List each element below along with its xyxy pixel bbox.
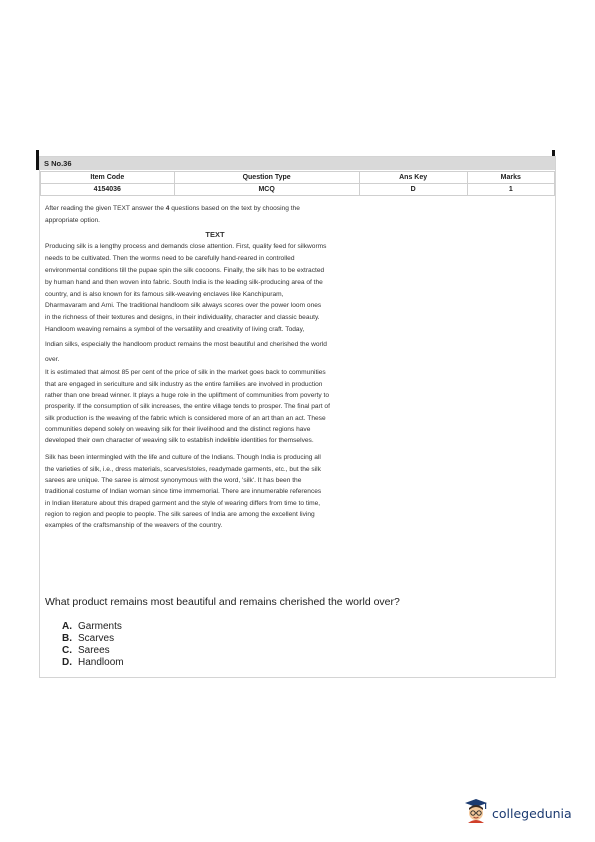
p1-line: by human hand and then woven into fabric. South India is the leading silk-producing area of the <box>45 278 323 286</box>
brand-logo[interactable] <box>464 798 572 829</box>
p2-line: that are engaged in sericulture and silk industry as the entire families are involved in production <box>45 380 323 388</box>
question-card <box>39 156 556 678</box>
instructions-count: 4 <box>165 205 170 212</box>
header-item-code: Item Code <box>41 172 175 184</box>
p2-line: developed their own character of weaving silk to establish indelible identities for themselves. <box>45 437 314 445</box>
item-code-value: 4154036 <box>41 184 175 196</box>
serial-number: S No.36 <box>40 157 555 170</box>
paragraph-1 <box>45 241 385 365</box>
p3-line: examples of the craftsmanship of the weavers of the country. <box>45 522 223 530</box>
p1-line: environmental conditions till the pupae spin the silk cocoons. Finally, the silk has to be extracted <box>45 266 325 274</box>
p1-line: needs to be cultivated. Then the worms need to be carefully hand-reared in controlled <box>45 255 295 263</box>
option-text: Garments <box>78 621 122 632</box>
p2-line: silk production is the weaving of the fabric which is considered more of an art than an act. These <box>45 414 326 422</box>
option-letter: C. <box>62 645 72 656</box>
option-text: Scarves <box>78 633 115 644</box>
header-ans-key: Ans Key <box>359 172 467 184</box>
p1-line: country, and is also known for its famous silk-weaving enclaves like Kanchipuram, <box>45 290 284 298</box>
option-letter: D. <box>62 657 72 668</box>
p2-line: communities depend solely on weaving silk for their livelihood and the distinct regions have <box>45 425 311 433</box>
passage <box>45 203 385 532</box>
option-c[interactable] <box>62 645 124 657</box>
instructions-text-3: appropriate option. <box>45 216 100 224</box>
question-text: What product remains most beautiful and remains cherished the world over? <box>45 596 400 608</box>
marks-value: 1 <box>467 184 554 196</box>
option-letter: B. <box>62 633 72 644</box>
p1-line: over. <box>45 355 60 363</box>
p1-line: Dharmavaram and Arni. The traditional handloom silk always scores over the power loom ones <box>45 302 322 310</box>
p2-line: rather than one bread winner. It plays a huge role in the upliftment of communities from poverty to <box>45 391 330 399</box>
paragraph-3 <box>45 452 385 531</box>
p3-line: Silk has been intermingled with the life and culture of the Indians. Though India is producing all <box>45 454 321 462</box>
option-a[interactable] <box>62 621 124 633</box>
p2-line: It is estimated that almost 85 per cent of the price of silk in the market goes back to communities <box>45 369 326 377</box>
instructions-text: After reading the given TEXT answer the <box>45 205 166 212</box>
option-letter: A. <box>62 621 72 632</box>
p3-line: the varieties of silk, i.e., dress materials, scarves/stoles, readymade garments, etc., but the silk <box>45 465 321 473</box>
instructions <box>45 203 385 227</box>
paragraph-2 <box>45 367 385 446</box>
graduate-mascot-icon <box>464 798 488 829</box>
p3-line: in Indian literature about this draped garment and the style of wearing differs from time to time, <box>45 499 321 507</box>
p2-line: prosperity. If the consumption of silk increases, the entire village tends to prosper. The final part of <box>45 403 330 411</box>
p1-line: Indian silks, especially the handloom product remains the most beautiful and cherished the world <box>45 340 327 348</box>
brand-name: collegedunia <box>492 806 572 821</box>
p3-line: sarees are unique. The saree is almost synonymous with the word, 'silk'. It has been the <box>45 477 302 485</box>
meta-table <box>40 171 555 196</box>
instructions-text-2: questions based on the text by choosing the <box>169 205 300 212</box>
p1-line: in the richness of their textures and designs, in their individuality, character and classic beauty. <box>45 314 320 322</box>
header-marks: Marks <box>467 172 554 184</box>
options-list <box>62 621 124 669</box>
header-question-type: Question Type <box>174 172 359 184</box>
p1-line: Handloom weaving remains a symbol of the versatility and creativity of living craft. Today, <box>45 325 305 333</box>
option-text: Sarees <box>78 645 110 656</box>
p3-line: region to region and people to people. The silk sarees of India are among the excellent living <box>45 510 315 518</box>
question-type-value: MCQ <box>174 184 359 196</box>
ans-key-value: D <box>359 184 467 196</box>
meta-value-row <box>41 184 555 196</box>
option-d[interactable] <box>62 657 124 669</box>
text-label: TEXT <box>205 229 225 239</box>
p1-line: Producing silk is a lengthy process and demands close attention. First, quality feed for silkworms <box>45 243 327 251</box>
meta-header-row <box>41 172 555 184</box>
option-text: Handloom <box>78 657 124 668</box>
p3-line: traditional costume of Indian woman since time immemorial. There are innumerable references <box>45 488 322 496</box>
option-b[interactable] <box>62 633 124 645</box>
